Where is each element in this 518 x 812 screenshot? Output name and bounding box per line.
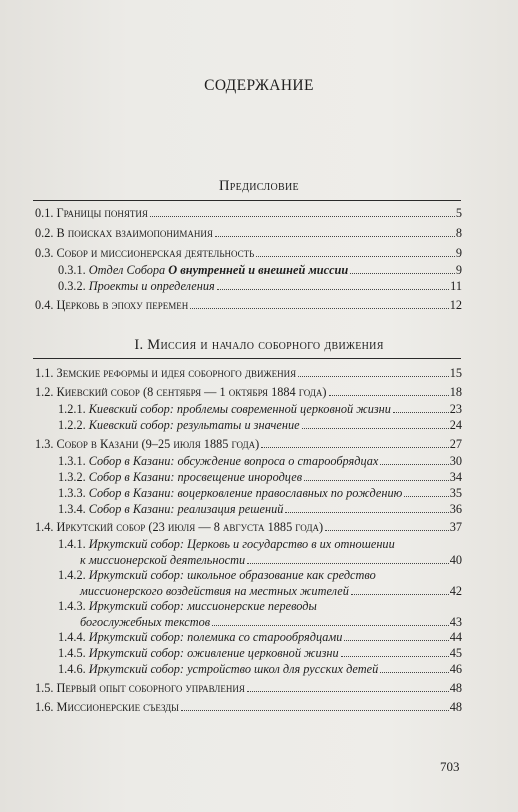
- toc-entry[interactable]: 1.5. Первый опыт соборного управления 48: [35, 681, 462, 695]
- leader-dots: [351, 594, 449, 595]
- toc-page: 40: [449, 553, 462, 567]
- toc-page: 27: [449, 437, 462, 451]
- toc-page: 48: [449, 681, 462, 695]
- part1-heading: I. Миссия и начало соборного движения: [134, 337, 384, 353]
- toc-entry[interactable]: 1.1. Земские реформы и идея соборного движения 15: [35, 366, 462, 380]
- toc-entry[interactable]: 1.3. Собор в Казани (9–25 июля 1885 года) 27: [35, 437, 462, 451]
- toc-subentry[interactable]: 1.2.2. Киевский собор: результаты и значение 24: [58, 418, 462, 432]
- leader-dots: [261, 447, 448, 448]
- toc-page: 18: [449, 385, 462, 399]
- leader-dots: [298, 376, 449, 377]
- toc-subentry[interactable]: 1.4.6. Иркутский собор: устройство школ для русских детей 46: [58, 662, 462, 676]
- toc-page: 8: [455, 226, 462, 240]
- preface-heading: Предисловие: [219, 178, 299, 194]
- toc-page: 9: [455, 263, 462, 277]
- toc-subentry[interactable]: 1.4.2. Иркутский собор: школьное образование как средство миссионерского воздействия на местных жителей 42: [58, 568, 462, 598]
- toc-page: 30: [449, 454, 462, 468]
- toc-subentry[interactable]: 0.3.1. Отдел Собора О внутренней и внешней миссии 9: [58, 263, 462, 277]
- leader-dots: [380, 464, 448, 465]
- toc-entry[interactable]: 0.2. В поисках взаимопонимания 8: [35, 226, 462, 240]
- leader-dots: [341, 656, 449, 657]
- toc-page: 36: [449, 502, 462, 516]
- leader-dots: [181, 710, 449, 711]
- toc-subentry[interactable]: 1.3.2. Собор в Казани: просвещение инородцев 34: [58, 470, 462, 484]
- toc-page: 9: [455, 246, 462, 260]
- toc-entry[interactable]: 0.3. Собор и миссионерская деятельность 9: [35, 246, 462, 260]
- toc-page: 37: [449, 520, 462, 534]
- toc-page: 12: [449, 298, 462, 312]
- page-number: 703: [440, 759, 460, 774]
- leader-dots: [247, 563, 449, 564]
- toc-page: 48: [449, 700, 462, 714]
- leader-dots: [302, 428, 449, 429]
- leader-dots: [325, 530, 449, 531]
- leader-dots: [304, 480, 449, 481]
- leader-dots: [212, 625, 449, 626]
- toc-subentry[interactable]: 0.3.2. Проекты и определения 11: [58, 279, 462, 293]
- toc-page: 46: [449, 662, 462, 676]
- toc-subentry[interactable]: 1.3.3. Собор в Казани: воцерковление православных по рождению 35: [58, 486, 462, 500]
- toc-page: 11: [450, 279, 462, 293]
- toc-subentry[interactable]: 1.4.3. Иркутский собор: миссионерские переводы богослужебных текстов 43: [58, 599, 462, 629]
- toc-page: 43: [449, 615, 462, 629]
- leader-dots: [329, 395, 449, 396]
- section-divider: [33, 200, 461, 201]
- toc-subentry[interactable]: 1.3.1. Собор в Казани: обсуждение вопроса о старообрядцах 30: [58, 454, 462, 468]
- leader-dots: [285, 512, 448, 513]
- toc-subentry[interactable]: 1.2.1. Киевский собор: проблемы современной церковной жизни 23: [58, 402, 462, 416]
- toc-page: 23: [449, 402, 462, 416]
- toc-page: 15: [449, 366, 462, 380]
- toc-page: 34: [449, 470, 462, 484]
- toc-entry[interactable]: 1.4. Иркутский собор (23 июля — 8 августа 1885 года) 37: [35, 520, 462, 534]
- leader-dots: [344, 640, 448, 641]
- leader-dots: [215, 236, 455, 237]
- toc-page: 44: [449, 630, 462, 644]
- leader-dots: [404, 496, 448, 497]
- leader-dots: [190, 308, 449, 309]
- leader-dots: [217, 289, 449, 290]
- toc-entry[interactable]: 0.1. Границы понятия 5: [35, 206, 462, 220]
- section-divider: [33, 358, 461, 359]
- leader-dots: [247, 691, 449, 692]
- toc-subentry[interactable]: 1.4.5. Иркутский собор: оживление церковной жизни 45: [58, 646, 462, 660]
- toc-page: 42: [449, 584, 462, 598]
- toc-entry[interactable]: 1.2. Киевский собор (8 сентября — 1 октября 1884 года) 18: [35, 385, 462, 399]
- toc-page: 24: [449, 418, 462, 432]
- toc-subentry[interactable]: 1.3.4. Собор в Казани: реализация решений 36: [58, 502, 462, 516]
- toc-page: 45: [449, 646, 462, 660]
- leader-dots: [380, 672, 448, 673]
- leader-dots: [393, 412, 449, 413]
- leader-dots: [150, 216, 455, 217]
- toc-subentry[interactable]: 1.4.4. Иркутский собор: полемика со старообрядцами 44: [58, 630, 462, 644]
- leader-dots: [256, 256, 455, 257]
- toc-page: 35: [449, 486, 462, 500]
- leader-dots: [350, 273, 455, 274]
- page-title: СОДЕРЖАНИЕ: [204, 77, 314, 94]
- toc-entry[interactable]: 1.6. Миссионерские съезды 48: [35, 700, 462, 714]
- toc-page: 5: [455, 206, 462, 220]
- toc-entry[interactable]: 0.4. Церковь в эпоху перемен 12: [35, 298, 462, 312]
- toc-subentry[interactable]: 1.4.1. Иркутский собор: Церковь и государство в их отношении к миссионерской деятельности 40: [58, 537, 462, 567]
